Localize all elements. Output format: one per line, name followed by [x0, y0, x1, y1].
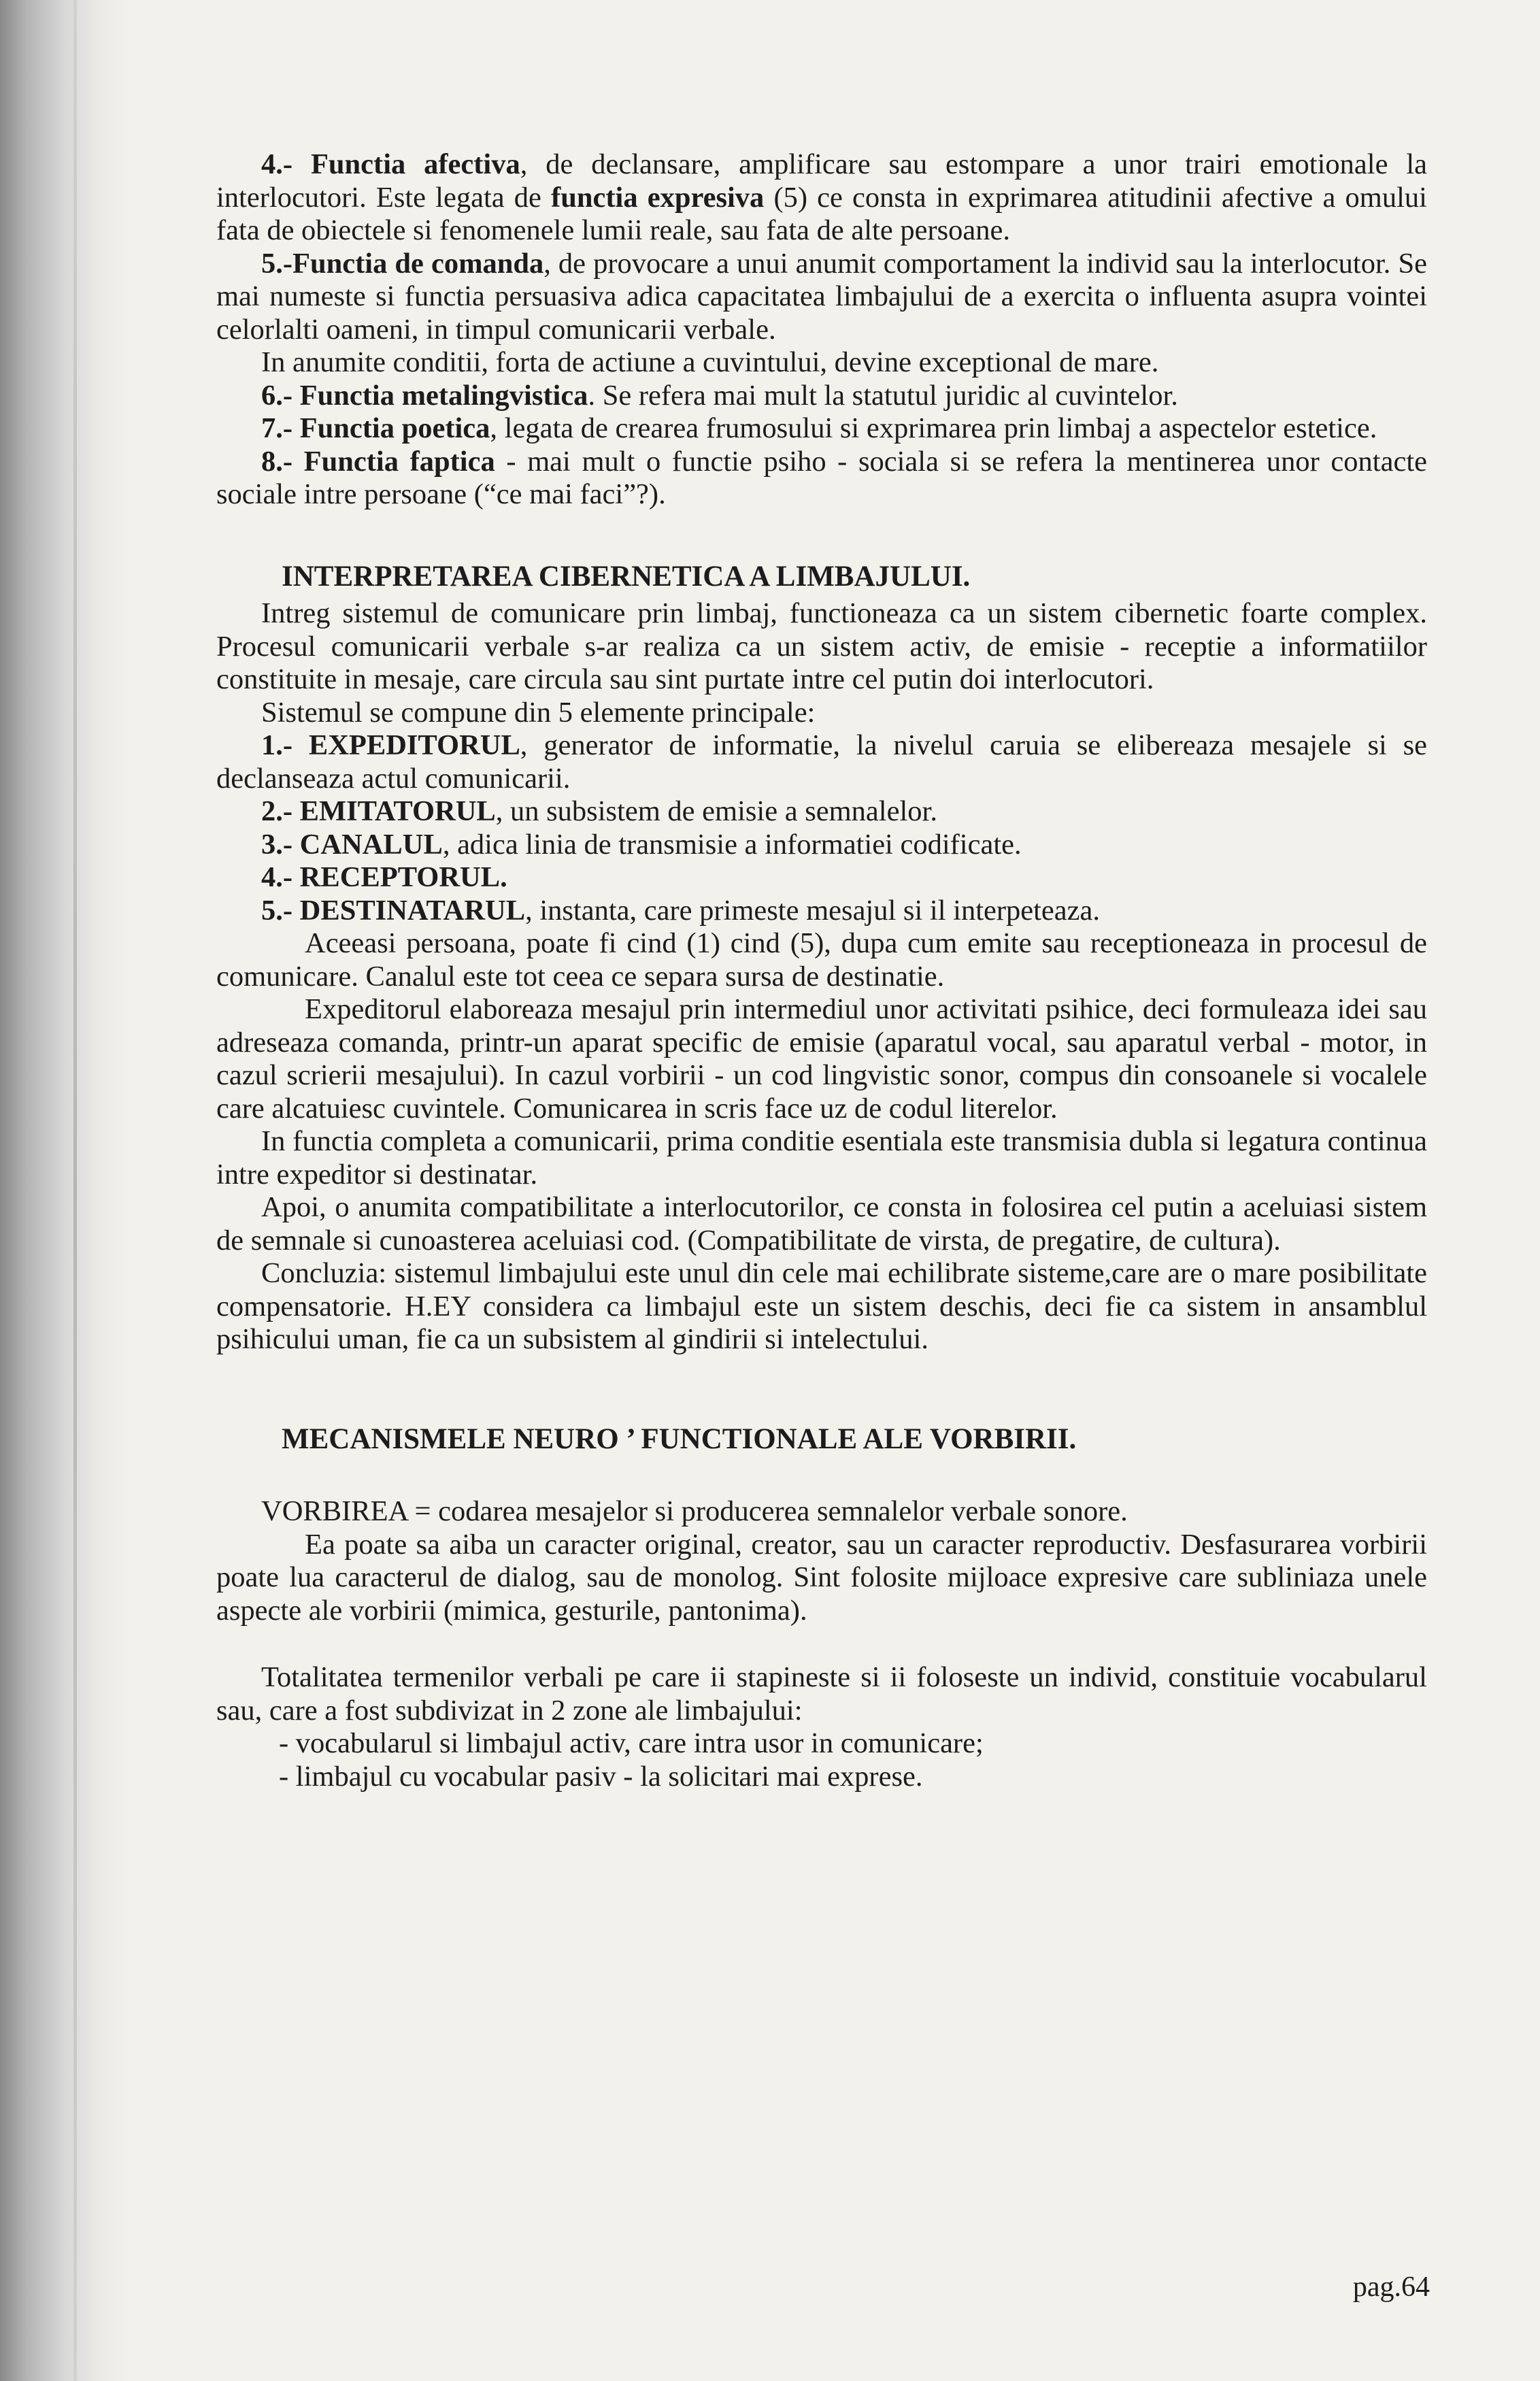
- paragraph-expeditorul-elaboreaza: Expeditorul elaboreaza mesajul prin intermediul unor activitati psihice, deci formuleaza idei sau adreseaza comanda, printr-un aparat specific de emisie (aparatul vocal, sau aparatul verbal - motor, in cazul scrierii mesajului). In cazul vorbirii - un cod lingvistic sonor, compus din consoanele si vocalele care alcatuiesc cuvintele. Comunicarea in scris face uz de codul literelor.: [216, 993, 1427, 1125]
- paragraph-vocabular: Totalitatea termenilor verbali pe care ii stapineste si ii foloseste un individ, constituie vocabularul sau, care a fost subdivizat in 2 zone ale limbajului:: [216, 1661, 1427, 1727]
- term-receptorul: RECEPTORUL: [299, 861, 501, 893]
- paragraph-functia-metalingvistica: 6.- Functia metalingvistica. Se refera mai mult la statutul juridic al cuvintelor.: [261, 379, 1178, 412]
- term-functia-afectiva: Functia afectiva: [310, 148, 520, 180]
- term-functia-metalingvistica: Functia metalingvistica: [299, 379, 588, 412]
- heading-mecanismele-neuro-functionale: MECANISMELE NEURO ’ FUNCTIONALE ALE VORBIRII.: [282, 1422, 1077, 1455]
- page-content: [216, 148, 1427, 1793]
- paragraph-compatibilitate: Apoi, o anumita compatibilitate a interlocutorilor, ce consta in folosirea cel putin a aceluiasi sistem de semnale si cunoasterea aceluiasi cod. (Compatibilitate de virsta, de pregatire, de cultura).: [216, 1191, 1427, 1256]
- paragraph-functia-de-comanda: 5.-Functia de comanda, de provocare a unui anumit comportament la individ sau la interlocutor. Se mai numeste si functia persuasiva adica capacitatea limbajului de a exercita o influenta asupra vointei celorlalti oameni, in timpul comunicarii verbale.: [216, 247, 1427, 346]
- paragraph-functia-faptica: 8.- Functia faptica - mai mult o functie psiho - sociala si se refera la mentinerea unor contacte sociale intre persoane (“ce mai faci”?).: [216, 445, 1428, 510]
- paragraph-elemente-intro: Sistemul se compune din 5 elemente principale:: [261, 696, 816, 729]
- list-item-receptorul: 4.- RECEPTORUL.: [261, 861, 507, 893]
- term-functia-expresiva: functia expresiva: [551, 181, 765, 214]
- paragraph-definitie-vorbirea: VORBIREA = codarea mesajelor si producerea semnalelor verbale sonore.: [261, 1495, 1128, 1527]
- binding-line: [73, 0, 77, 2381]
- list-item-vocabular-activ: - vocabularul si limbajul activ, care intra usor in comunicare;: [279, 1727, 984, 1759]
- term-emitatorul: EMITATORUL: [299, 795, 496, 827]
- list-item-destinatarul: 5.- DESTINATARUL, instanta, care primeste mesajul si il interpeteaza.: [261, 894, 1101, 927]
- paragraph-sistem-cibernetic: Intreg sistemul de comunicare prin limbaj, functioneaza ca un sistem cibernetic foarte complex. Procesul comunicarii verbale s-ar realiza ca un sistem activ, de emisie - receptie a informatiilor constituite in mesaje, care circula sau sint purtate intre cel putin doi interlocutori.: [216, 597, 1427, 695]
- list-item-canalul: 3.- CANALUL, adica linia de transmisie a informatiei codificate.: [261, 828, 1022, 861]
- term-functia-poetica: Functia poetica: [299, 412, 490, 444]
- paragraph-functia-completa: In functia completa a comunicarii, prima conditie esentiala este transmisia dubla si legatura continua intre expeditor si destinatar.: [216, 1125, 1427, 1190]
- paragraph-concluzia: Concluzia: sistemul limbajului este unul din cele mai echilibrate sisteme,care are o mare posibilitate compensatorie. H.EY considera ca limbajul este un sistem deschis, deci fie ca sistem in ansamblul psihicului uman, fie ca un subsistem al gindirii si intelectului.: [216, 1257, 1427, 1355]
- paragraph-caracter-vorbire: Ea poate sa aiba un caracter original, creator, sau un caracter reproductiv. Desfasurarea vorbirii poate lua caracterul de dialog, sau de monolog. Sint folosite mijloace expresive care subliniaza unele aspecte ale vorbirii (mimica, gesturile, pantonima).: [216, 1528, 1427, 1627]
- term-canalul: CANALUL: [299, 828, 443, 861]
- list-item-expeditorul: 1.- EXPEDITORUL, generator de informatie, la nivelul caruia se elibereaza mesajele si se declanseaza actul comunicarii.: [216, 729, 1427, 795]
- paragraph-functia-afectiva: 4.- Functia afectiva, de declansare, amplificare sau estompare a unor trairi emotionale la interlocutori. Este legata de functia expresiva (5) ce consta in exprimarea atitudinii afective a omului fata de obiectele si fenomenele lumii reale, sau fata de alte persoane.: [216, 148, 1428, 246]
- book-spine-shadow: [0, 0, 129, 2381]
- term-functia-de-comanda: Functia de comanda: [292, 247, 544, 280]
- paragraph-forta-cuvintului: In anumite conditii, forta de actiune a cuvintului, devine exceptional de mare.: [261, 346, 1159, 378]
- term-expeditorul: EXPEDITORUL: [308, 729, 520, 761]
- term-functia-faptica: Functia faptica: [303, 445, 495, 478]
- list-item-emitatorul: 2.- EMITATORUL, un subsistem de emisie a semnalelor.: [261, 795, 937, 827]
- term-destinatarul: DESTINATARUL: [299, 894, 526, 927]
- paragraph-aceeasi-persoana: Aceeasi persoana, poate fi cind (1) cind (5), dupa cum emite sau receptioneaza in procesul de comunicare. Canalul este tot ceea ce separa sursa de destinatie.: [216, 927, 1427, 993]
- heading-interpretarea-cibernetica: INTERPRETAREA CIBERNETICA A LIMBAJULUI.: [282, 560, 971, 593]
- list-item-vocabular-pasiv: - limbajul cu vocabular pasiv - la solicitari mai exprese.: [279, 1760, 923, 1793]
- page-number: pag.64: [1352, 2271, 1430, 2303]
- paragraph-functia-poetica: 7.- Functia poetica, legata de crearea frumosului si exprimarea prin limbaj a aspectelor estetice.: [261, 412, 1377, 444]
